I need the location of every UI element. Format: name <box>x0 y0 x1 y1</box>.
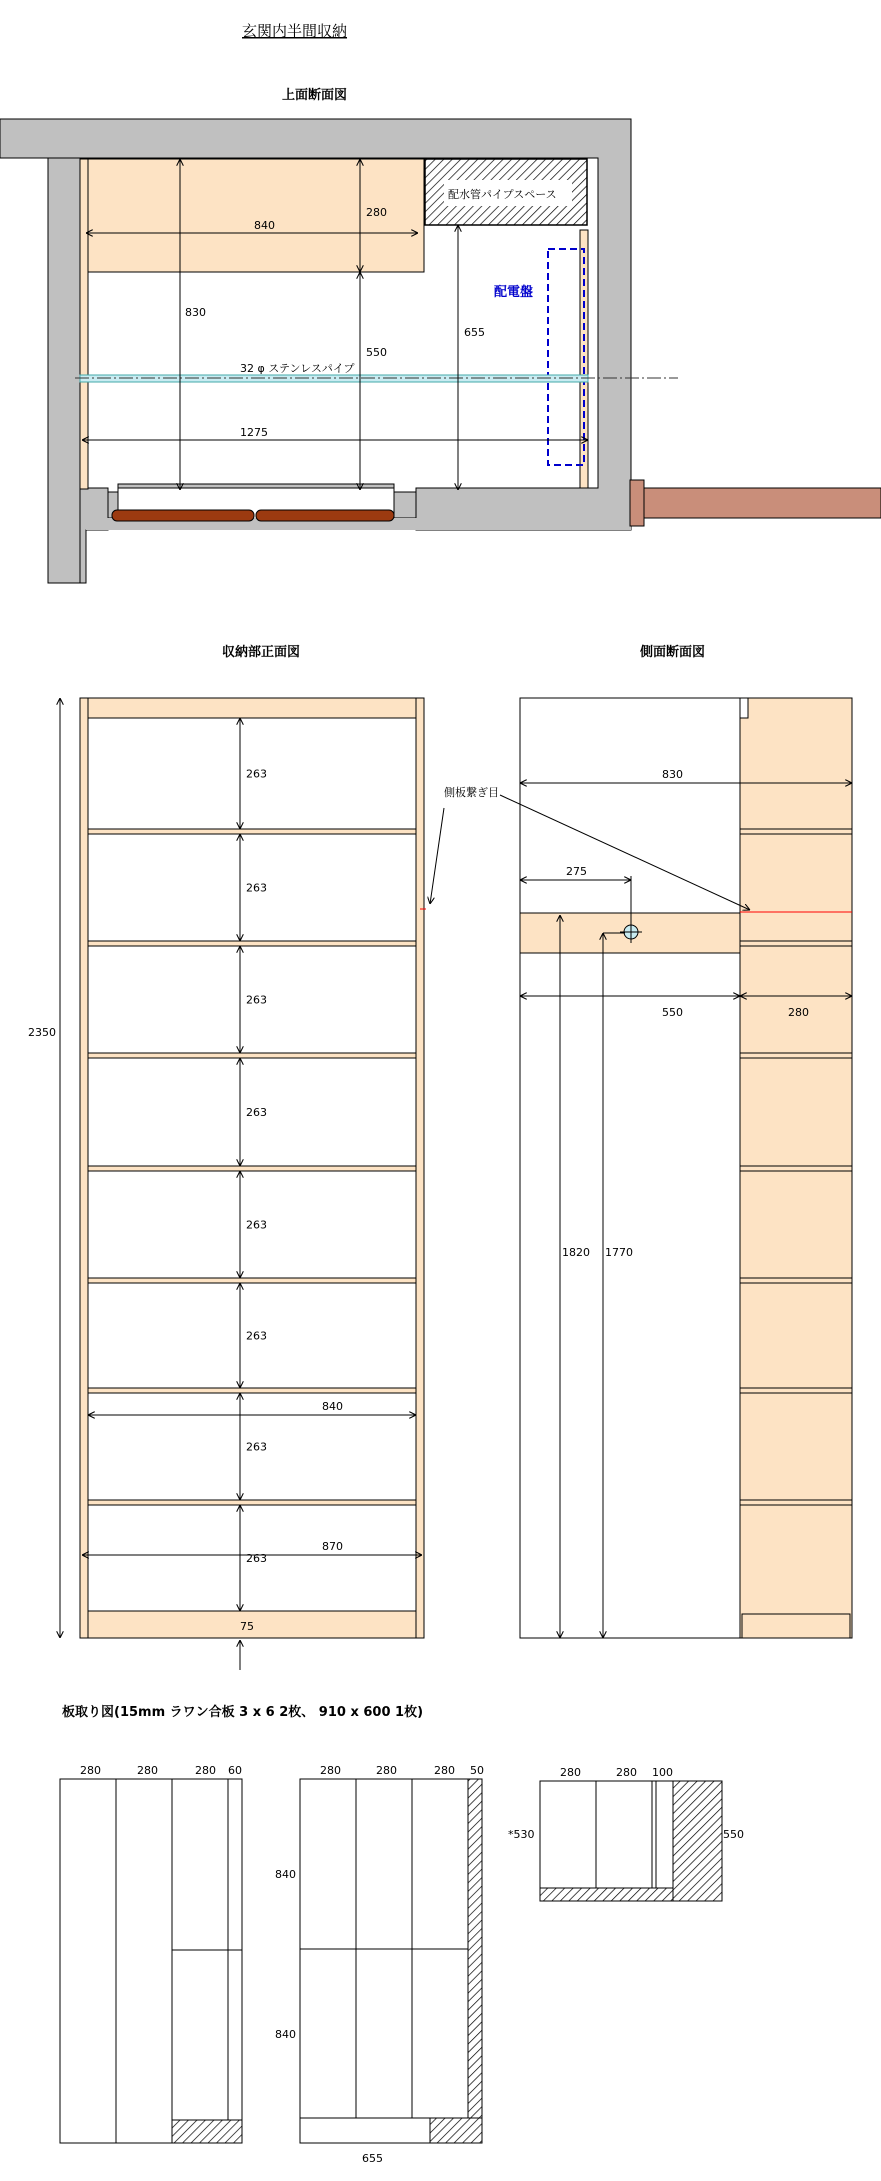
cut-board-3-waste-bottom <box>540 1888 673 1901</box>
board1-w3: 280 <box>195 1764 216 1777</box>
front-shelf-board <box>88 1166 416 1171</box>
joint-label: 側板繋ぎ目 <box>444 786 499 799</box>
sliding-door-left <box>112 510 254 521</box>
board1-w4: 60 <box>228 1764 242 1777</box>
board3-left: *530 <box>508 1828 535 1841</box>
plan-dim-655: 655 <box>464 326 485 339</box>
front-shelf-board <box>88 829 416 834</box>
front-shelf-board <box>88 1053 416 1058</box>
front-gap-dim: 263 <box>246 767 267 781</box>
plan-outer-strip <box>48 158 80 583</box>
cut-board-2-waste-right <box>468 1779 482 2143</box>
side-shelf-board <box>740 1166 852 1171</box>
side-top-notch <box>740 698 748 718</box>
side-shelf-board <box>740 1278 852 1283</box>
front-gap-dim: 263 <box>246 881 267 895</box>
cut-board-2-waste-bottom <box>430 2118 482 2143</box>
side-shelf-board <box>740 1053 852 1058</box>
drawing-title: 玄関内半間収納 <box>242 22 348 40</box>
plan-dim-1275: 1275 <box>240 426 268 439</box>
pipe-label: 32 φ ステンレスパイプ <box>240 362 355 375</box>
side-dim-275: 275 <box>566 865 587 878</box>
side-shelf-board <box>740 941 852 946</box>
board2-w1: 280 <box>320 1764 341 1777</box>
board2-h2: 840 <box>275 2028 296 2041</box>
front-right-side <box>416 698 424 1638</box>
front-dim-840: 840 <box>322 1400 343 1413</box>
panel-label: 配電盤 <box>494 285 534 300</box>
front-section <box>28 644 499 1670</box>
board2-w4: 50 <box>470 1764 484 1777</box>
cut-board-1 <box>60 1779 242 2143</box>
front-shelf-board <box>88 941 416 946</box>
front-dim-75: 75 <box>240 1620 254 1633</box>
cut-board-2 <box>300 1779 482 2143</box>
panel-board <box>548 249 584 465</box>
side-dim-280: 280 <box>788 1006 809 1019</box>
front-gap-dim: 263 <box>246 1552 267 1565</box>
side-dim-1770: 1770 <box>605 1246 633 1259</box>
board2-h1: 840 <box>275 1868 296 1881</box>
cut-section <box>60 1704 744 2165</box>
side-section <box>500 644 852 1638</box>
board1-w1: 280 <box>80 1764 101 1777</box>
board3-w3: 100 <box>652 1766 673 1779</box>
side-shelf-board <box>740 829 852 834</box>
board3-w2: 280 <box>616 1766 637 1779</box>
board3-w1: 280 <box>560 1766 581 1779</box>
front-shelf-board <box>88 1500 416 1505</box>
board2-bottom: 655 <box>362 2152 383 2165</box>
cut-title: 板取り図(15mm ラワン合板 3 x 6 2枚、 910 x 600 1枚) <box>62 1705 424 1720</box>
side-dim-830: 830 <box>662 768 683 781</box>
board2-w3: 280 <box>434 1764 455 1777</box>
plan-dim-550: 550 <box>366 346 387 359</box>
front-left-side <box>80 698 88 1638</box>
front-title: 収納部正面図 <box>222 645 301 660</box>
cut-board-3-waste-right <box>673 1781 722 1901</box>
front-top-board <box>88 698 416 718</box>
front-dim-870: 870 <box>322 1540 343 1553</box>
side-dim-550: 550 <box>662 1006 683 1019</box>
board1-w2: 280 <box>137 1764 158 1777</box>
side-shelf-board <box>740 1500 852 1505</box>
board3-right: 550 <box>723 1828 744 1841</box>
front-shelf-board <box>88 1278 416 1283</box>
side-shelf-board <box>740 1388 852 1393</box>
front-gap-dim: 263 <box>246 993 267 1007</box>
plan-dim-830: 830 <box>185 306 206 319</box>
side-dim-1820: 1820 <box>562 1246 590 1259</box>
cut-board-1-waste <box>172 2120 242 2143</box>
pipe-space-label: 配水管パイプスペース <box>448 188 557 201</box>
board2-w2: 280 <box>376 1764 397 1777</box>
front-dim-2350: 2350 <box>28 1026 56 1039</box>
front-shelf-board <box>88 1388 416 1393</box>
plan-dim-840: 840 <box>254 219 275 232</box>
sliding-door-right <box>256 510 394 521</box>
plan-section <box>0 87 881 583</box>
plan-title: 上面断面図 <box>282 88 348 103</box>
entrance-step <box>644 488 881 518</box>
entrance-post <box>630 480 644 526</box>
plan-dim-280: 280 <box>366 206 387 219</box>
side-title: 側面断面図 <box>640 645 706 660</box>
front-gap-dim: 263 <box>246 1106 267 1119</box>
front-gap-dim: 263 <box>246 1440 267 1454</box>
front-gap-dim: 263 <box>246 1329 267 1343</box>
front-gap-dim: 263 <box>246 1218 267 1232</box>
